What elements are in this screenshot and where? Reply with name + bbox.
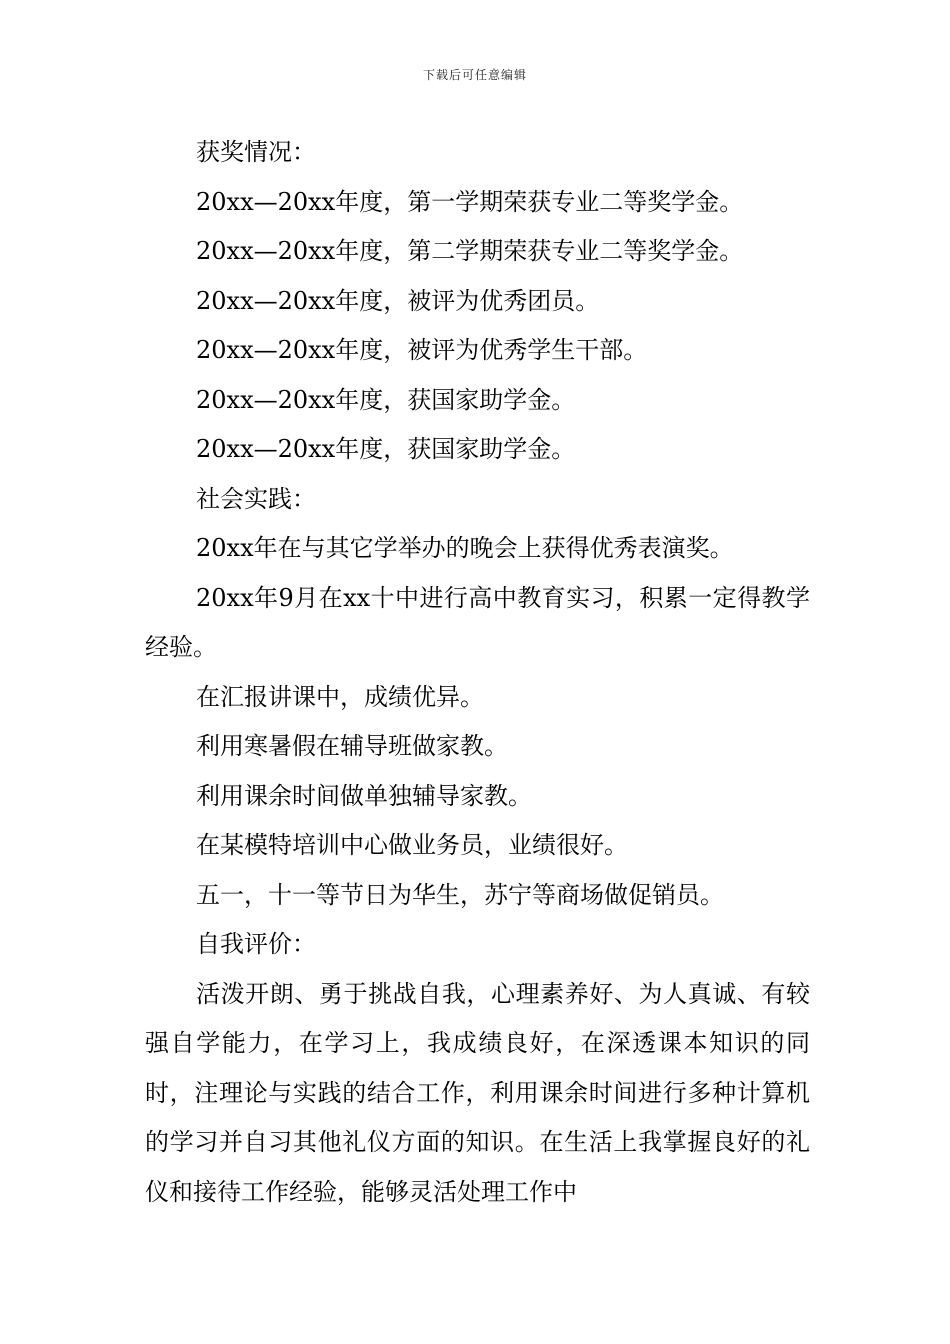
award-item: 20xx—20xx年度，获国家助学金。: [196, 385, 576, 414]
practice-item: 利用寒暑假在辅导班做家教。: [196, 732, 508, 760]
award-item: 20xx—20xx年度，被评为优秀学生干部。: [196, 336, 648, 364]
practice-item: 五一，十一等节日为华生，苏宁等商场做促销员。: [196, 880, 724, 909]
award-item: 20xx—20xx年度，被评为优秀团员。: [196, 286, 600, 315]
award-item: 20xx—20xx年度，第一学期荣获专业二等奖学金。: [196, 187, 744, 216]
practice-item: 20xx年9月在xx十中进行高中教育实习，积累一定得教学经验。: [145, 583, 810, 661]
practice-item: 20xx年在与其它学举办的晚会上获得优秀表演奖。: [196, 534, 734, 562]
practice-item: 在汇报讲课中，成绩优异。: [196, 682, 484, 711]
practice-item: 在某模特培训中心做业务员，业绩很好。: [196, 831, 628, 859]
practice-item: 利用课余时间做单独辅导家教。: [196, 781, 532, 810]
header-note: 下载后可任意编辑: [422, 68, 527, 82]
evaluation-text: 活泼开朗、勇于挑战自我，心理素养好、为人真诚、有较强自学能力，在学习上，我成绩良好，在深透课本知识的同时，注理论与实践的结合工作，利用课余时间进行多种计算机的学习并自习其他礼仪方面的知识。在生活上我掌握良好的礼仪和接待工作经验，能够灵活处理工作中: [145, 979, 810, 1206]
award-item: 20xx—20xx年度，获国家助学金。: [196, 435, 576, 463]
document-body: [145, 128, 810, 1217]
awards-heading: 获奖情况：: [196, 138, 316, 166]
evaluation-heading: 自我评价：: [196, 930, 316, 958]
practice-heading: 社会实践：: [196, 484, 316, 513]
award-item: 20xx—20xx年度，第二学期荣获专业二等奖学金。: [196, 237, 744, 265]
